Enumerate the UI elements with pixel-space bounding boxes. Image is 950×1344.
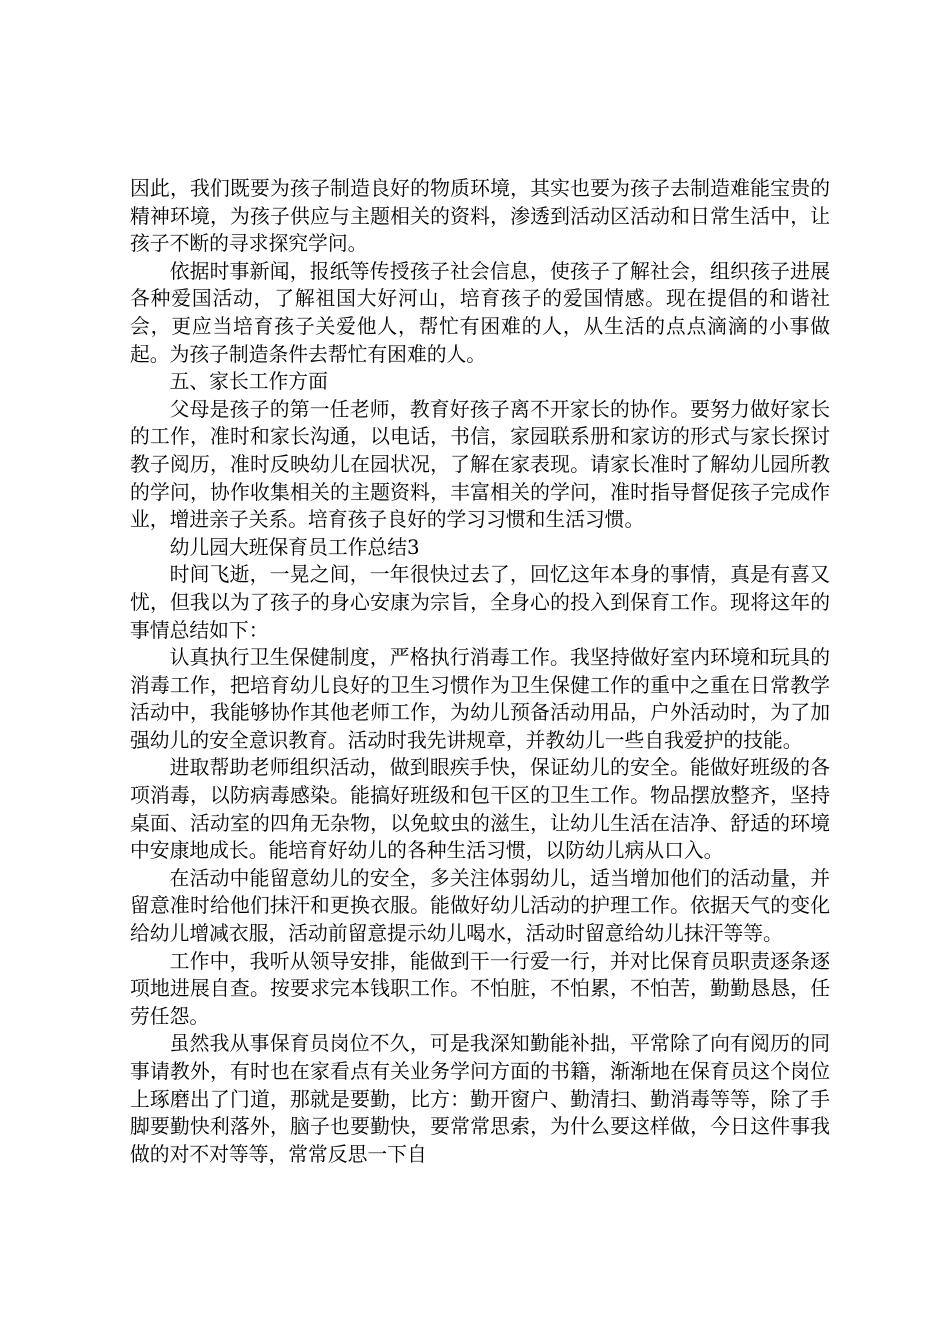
- paragraph-1: 因此，我们既要为孩子制造良好的物质环境，其实也要为孩子去制造难能宝贵的精神环境，为孩子供应与主题相关的资料，渗透到活动区活动和日常生活中，让孩子不断的寻求探究学问。: [130, 177, 830, 256]
- section-heading-parents: 五、家长工作方面: [169, 370, 328, 394]
- paragraph-8: 工作中，我听从领导安排，能做到干一行爱一行，并对比保育员职责逐条逐项地进展自查。按要求完本钱职工作。不怕脏，不怕累，不怕苦，勤勤恳恳，任劳任怨。: [130, 949, 830, 1028]
- paragraph-7: 在活动中能留意幼儿的安全，多关注体弱幼儿，适当增加他们的活动量，并留意准时给他们抹汗和更换衣服。能做好幼儿活动的护理工作。依据天气的变化给幼儿增减衣服，活动前留意提示幼儿喝水，活动时留意给幼儿抹汗等等。: [130, 866, 830, 946]
- section-heading-summary-3: 幼儿园大班保育员工作总结3: [169, 535, 420, 559]
- paragraph-2: 依据时事新闻，报纸等传授孩子社会信息，使孩子了解社会，组织孩子进展各种爱国活动，了解祖国大好河山，培育孩子的爱国情感。现在提倡的和谐社会，更应当培育孩子关爱他人，帮忙有困难的人，从生活的点点滴滴的小事做起。为孩子制造条件去帮忙有困难的人。: [130, 259, 830, 366]
- paragraph-3: 父母是孩子的第一任老师，教育好孩子离不开家长的协作。要努力做好家长的工作，准时和家长沟通，以电话，书信，家园联系册和家访的形式与家长探讨教子阅历，准时反映幼儿在园状况，了解在家表现。请家长准时了解幼儿园所教的学问，协作收集相关的主题资料，丰富相关的学问，准时指导督促孩子完成作业，增进亲子关系。培育孩子良好的学习习惯和生活习惯。: [130, 397, 830, 532]
- paragraph-9: 虽然我从事保育员岗位不久，可是我深知勤能补拙，平常除了向有阅历的同事请教外，有时也在家看点有关业务学问方面的书籍，渐渐地在保育员这个岗位上琢磨出了门道，那就是要勤，比方：勤开窗户、勤清扫、勤消毒等等，除了手脚要勤快利落外，脑子也要勤快，要常常思索，为什么要这样做，今日这件事我做的对不对等等，常常反思一下自: [130, 1032, 830, 1166]
- paragraph-4: 时间飞逝，一晃之间，一年很快过去了，回忆这年本身的事情，真是有喜又忧，但我以为了孩子的身心安康为宗旨，全身心的投入到保育工作。现将这年的事情总结如下：: [130, 563, 830, 642]
- paragraph-5: 认真执行卫生保健制度，严格执行消毒工作。我坚持做好室内环境和玩具的消毒工作，把培育幼儿良好的卫生习惯作为卫生保健工作的重中之重在日常教学活动中，我能够协作其他老师工作，为幼儿预备活动用品，户外活动时，为了加强幼儿的安全意识教育。活动时我先讲规章，并教幼儿一些自我爱护的技能。: [130, 646, 830, 752]
- paragraph-6: 进取帮助老师组织活动，做到眼疾手快，保证幼儿的安全。能做好班级的各项消毒，以防病毒感染。能搞好班级和包干区的卫生工作。物品摆放整齐，坚持桌面、活动室的四角无杂物，以免蚊虫的滋生，让幼儿生活在洁净、舒适的环境中安康地成长。能培育好幼儿的各种生活习惯，以防幼儿病从口入。: [130, 756, 830, 863]
- document-body: [130, 175, 830, 1168]
